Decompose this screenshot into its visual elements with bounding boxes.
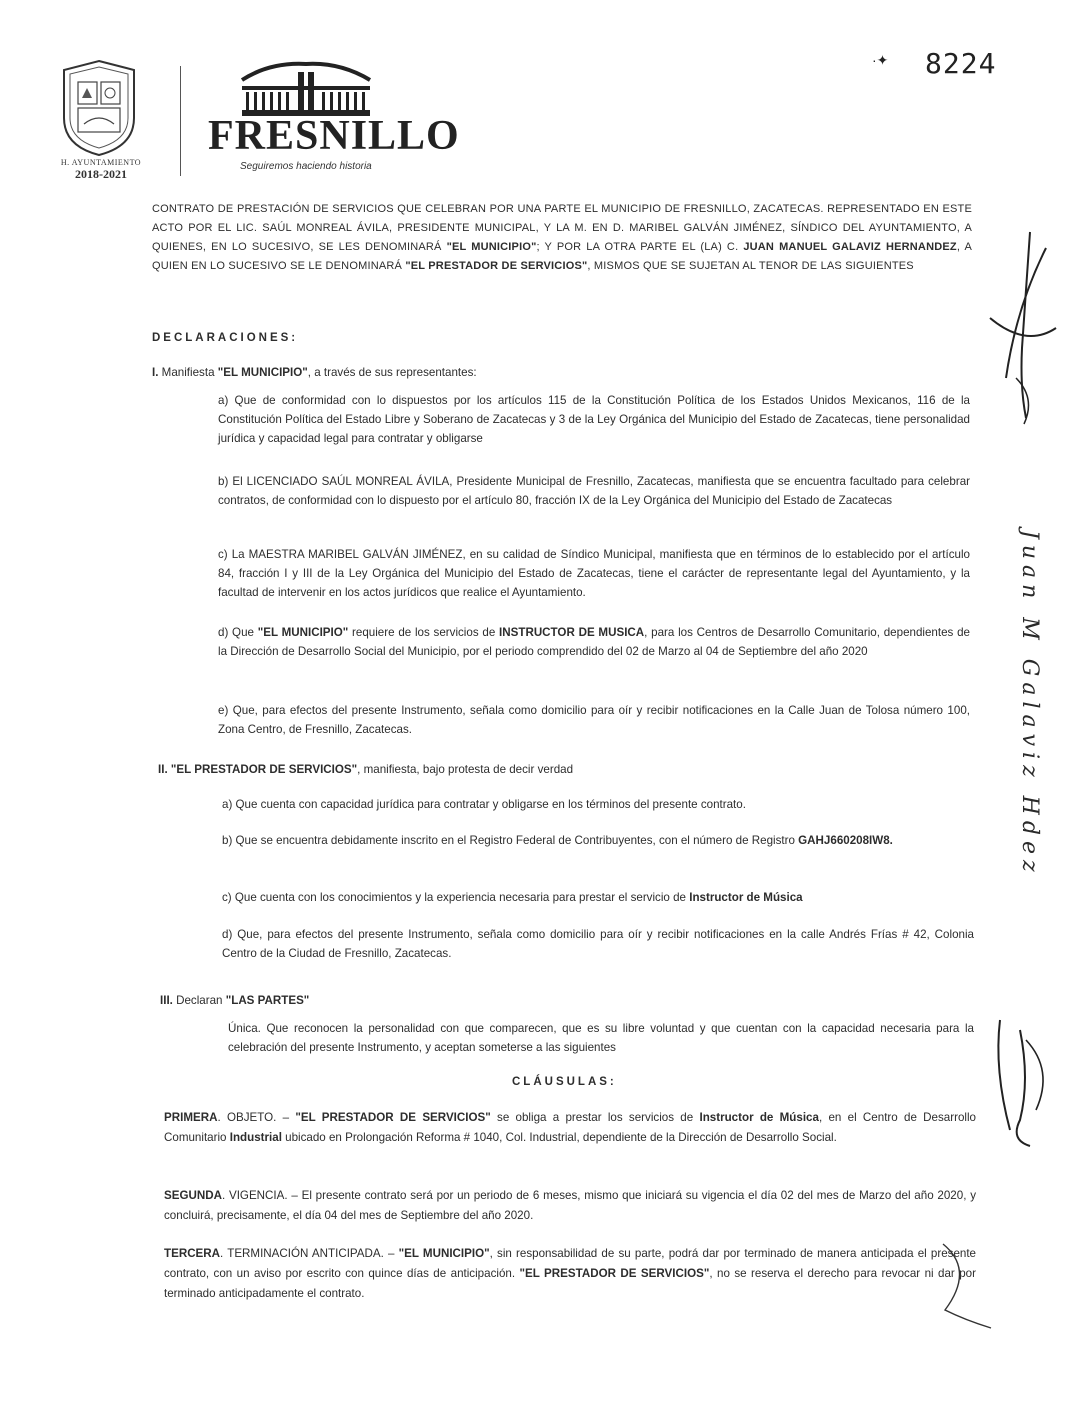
intro-prestador: "EL PRESTADOR DE SERVICIOS" — [405, 260, 588, 272]
signature-top-right — [986, 228, 1066, 428]
ayuntamiento-label — [52, 158, 150, 182]
item-2c-service: Instructor de Música — [689, 891, 803, 904]
item-1a: a) Que de conformidad con lo dispuestos por los artículos 115 de la Constitución Política de los Estados Unidos Mexicanos, 116 de la Constitución Política del Estado Libre y Soberano de Zacatecas y 3 de la Ley Orgánica del Municipio del Estado de Zacatecas, tiene personalidad jurídica y capacidad legal para contratar y obligarse — [218, 394, 970, 445]
item-1d — [218, 623, 970, 661]
rfc-number: GAHJ660208IW8. — [798, 834, 893, 847]
item-1b: b) El LICENCIADO SAÚL MONREAL ÁVILA, Presidente Municipal de Fresnillo, Zacatecas, manifiesta que se encuentra facultado para celebrar contratos, de conformidad con lo dispuesto por el artículo 80, fracción IX de la Ley Orgánica del Municipio del Estado de Zacatecas — [218, 475, 970, 507]
item-1e: e) Que, para efectos del presente Instrumento, señala como domicilio para oír y recibir notificaciones en la Calle Juan de Tolosa número 100, Zona Centro, de Fresnillo, Zacatecas. — [218, 704, 970, 736]
item-1d-service: INSTRUCTOR DE MUSICA — [499, 626, 645, 639]
item-1c: c) La MAESTRA MARIBEL GALVÁN JIMÉNEZ, en su calidad de Síndico Municipal, manifiesta que en términos de lo establecido por el artículo 84, fracción I y III de la Ley Orgánica del Municipio del Estado de Zacatecas, tiene el carácter de representante legal del Ayuntamiento, y la facultad de intervenir en los actos jurídicos que realice el Ayuntamiento. — [218, 548, 970, 599]
declaraciones-heading: DECLARACIONES: — [152, 332, 299, 344]
primera-text-2: , en el Centro de Desarrollo Comunitario — [164, 1111, 976, 1144]
section-2-title — [158, 761, 978, 779]
handwritten-margin-note: Juan M Galaviz Hdez — [1017, 530, 1042, 878]
intro-text-1: CONTRATO DE PRESTACIÓN DE SERVICIOS QUE CELEBRAN POR UNA PARTE EL MUNICIPIO DE FRESNILLO, ZACATECAS. REPRESENTADO EN ESTE ACTO POR EL LIC. SAÚL MONREAL ÁVILA, PRESIDENTE MUNICIPAL, Y LA M. EN D. MARIBEL GALVÁN JIMÉNEZ, SÍNDICO DEL AYUNTAMIENTO, A QUIENES, EN LO SUCESIVO, SE LES DENOMINARÁ — [152, 203, 972, 253]
unica-declaration: Única. Que reconocen la personalidad con que comparecen, que es su libre voluntad y que cuentan con la capacidad necesaria para la celebración del presente Instrumento, y aceptan someterse a las siguientes — [228, 1022, 974, 1054]
item-2c — [222, 889, 974, 907]
intro-text-2: ; Y POR LA OTRA PARTE EL (LA) C. — [536, 241, 744, 253]
primera-title: . OBJETO. – — [217, 1111, 296, 1124]
intro-text-3: , A QUIEN EN LO SUCESIVO SE LE DENOMINARÁ — [152, 241, 972, 272]
section-2-post: , manifiesta, bajo protesta de decir verdad — [357, 763, 574, 776]
clausula-primera — [164, 1108, 976, 1148]
contract-intro — [152, 200, 972, 276]
item-1d-post: , para los Centros de Desarrollo Comunitario, dependientes de la Dirección de Desarrollo Social del Municipio, por el periodo comprendido del 02 de Marzo al 04 de Septiembre del año 2020 — [218, 626, 970, 658]
section-3-title — [160, 992, 980, 1010]
intro-municipio: "EL MUNICIPIO" — [446, 241, 537, 253]
clausulas-heading: CLÁUSULAS: — [512, 1076, 617, 1088]
item-2b — [222, 831, 974, 850]
signature-bottom-right — [990, 1010, 1060, 1150]
section-2-prestador: "EL PRESTADOR DE SERVICIOS" — [170, 763, 358, 776]
intro-text-4: , MISMOS QUE SE SUJETAN AL TENOR DE LAS SIGUIENTES — [587, 260, 914, 272]
document-number: 8224 — [925, 47, 997, 80]
tercera-text-3: , no se reserva el derecho para revocar ni dar por terminado anticipadamente el contrato. — [164, 1267, 976, 1300]
section-1-pre: Manifiesta — [158, 366, 218, 379]
logo-tagline: Seguiremos haciendo historia — [240, 161, 372, 172]
item-2b-pre: b) Que se encuentra debidamente inscrito en el Registro Federal de Contribuyentes, con el número de Registro — [222, 834, 799, 847]
primera-center: Industrial — [229, 1131, 282, 1144]
primera-service: Instructor de Música — [699, 1111, 819, 1124]
section-3-pre: Declaran — [172, 994, 226, 1007]
section-1-municipio: "EL MUNICIPIO" — [217, 366, 308, 379]
tercera-text-2: , sin responsabilidad de su parte, podrá dar por terminado de manera anticipada el presente contrato, con un aviso por escrito con quince días de anticipación. — [164, 1247, 977, 1280]
logo-wordmark: FRESNILLO — [208, 113, 460, 159]
tercera-prestador: "EL PRESTADOR DE SERVICIOS" — [519, 1267, 710, 1280]
tercera-text-1: . TERMINACIÓN ANTICIPADA. – — [220, 1247, 399, 1260]
margin-stroke — [935, 1240, 995, 1330]
section-1-post: , a través de sus representantes: — [307, 366, 477, 379]
section-3-marker: III. — [160, 994, 173, 1007]
item-1d-mid: requiere de los servicios de — [348, 626, 500, 639]
item-1d-pre: d) Que — [218, 626, 258, 639]
primera-prestador: "EL PRESTADOR DE SERVICIOS" — [295, 1111, 491, 1124]
section-1-marker: I. — [152, 366, 159, 379]
municipal-seal-icon — [58, 58, 140, 158]
tercera-label: TERCERA — [164, 1247, 221, 1260]
item-2a: a) Que cuenta con capacidad jurídica para contratar y obligarse en los términos del presente contrato. — [222, 798, 746, 811]
section-2-marker: II. — [158, 763, 168, 776]
segunda-text: . VIGENCIA. – El presente contrato será por un periodo de 6 meses, mismo que iniciará su vigencia el día 02 del mes de Marzo del año 2020, y concluirá, precisamente, el día 04 del mes de Septiembre del año 2020. — [164, 1189, 976, 1222]
item-2c-pre: c) Que cuenta con los conocimientos y la experiencia necesaria para prestar el servicio de — [222, 891, 690, 904]
fresnillo-skyline-icon — [240, 58, 372, 120]
item-1d-municipio: "EL MUNICIPIO" — [257, 626, 349, 639]
primera-text-1: se obliga a prestar los servicios de — [490, 1111, 700, 1124]
primera-text-3: ubicado en Prolongación Reforma # 1040, Col. Industrial, dependiente de la Dirección de Desarrollo Social. — [281, 1131, 837, 1144]
section-1-title — [152, 364, 972, 382]
segunda-label: SEGUNDA — [164, 1189, 222, 1202]
administration-period: 2018-2021 — [75, 167, 127, 181]
tercera-municipio: "EL MUNICIPIO" — [398, 1247, 490, 1260]
ayuntamiento-title: H. AYUNTAMIENTO — [60, 158, 142, 167]
stamp-mark: ·✦ — [872, 52, 889, 68]
clausula-segunda — [164, 1186, 976, 1226]
section-3-partes: "LAS PARTES" — [225, 994, 310, 1007]
clausula-tercera — [164, 1244, 976, 1304]
header-divider — [180, 66, 181, 176]
primera-label: PRIMERA — [164, 1111, 218, 1124]
item-2d: d) Que, para efectos del presente Instrumento, señala como domicilio para oír y recibir notificaciones en la calle Andrés Frías # 42, Colonia Centro de la Ciudad de Fresnillo, Zacatecas. — [222, 928, 974, 960]
intro-provider-name: JUAN MANUEL GALAVIZ HERNANDEZ — [743, 241, 957, 253]
